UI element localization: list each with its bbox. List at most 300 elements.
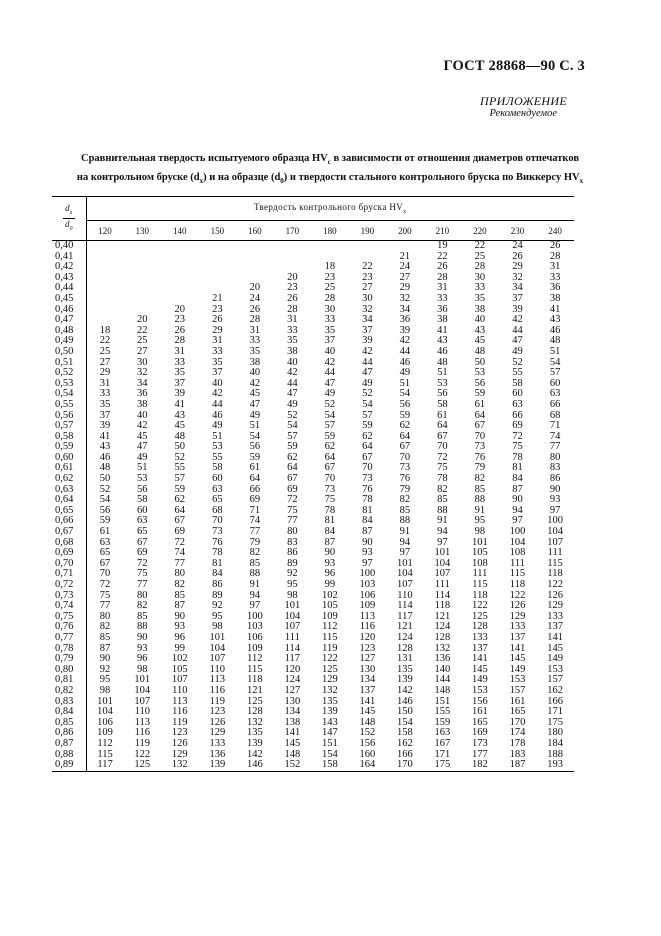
hardness-cell: 23 <box>362 271 373 283</box>
hardness-cell: 163 <box>434 727 451 739</box>
hardness-cell: 116 <box>359 621 376 633</box>
table-row <box>52 506 574 517</box>
hardness-cell: 141 <box>509 642 526 654</box>
hardness-cell: 48 <box>474 345 486 357</box>
hardness-cell: 110 <box>134 706 150 718</box>
hardness-cell: 35 <box>174 367 186 379</box>
hardness-cell: 125 <box>321 663 338 675</box>
column-group-header: Твердость контрольного бруска $HV_x$ <box>86 197 574 221</box>
hardness-cell: 84 <box>512 473 523 485</box>
hardness-cell: 80 <box>99 610 111 622</box>
hardness-cell: 137 <box>472 642 488 654</box>
hardness-cell: 150 <box>397 706 413 718</box>
hardness-cell <box>161 262 199 273</box>
ratio-cell: 0,47 <box>52 315 86 326</box>
hardness-cell: 91 <box>399 526 411 538</box>
hardness-cell: 74 <box>549 430 561 442</box>
hardness-cell: 133 <box>472 631 488 643</box>
hardness-cell: 82 <box>137 600 148 612</box>
hardness-cell: 30 <box>474 271 486 283</box>
hardness-cell: 87 <box>362 526 373 538</box>
standard-header: ГОСТ 28868—90 С. 3 <box>443 58 585 74</box>
hardness-cell: 53 <box>137 473 148 485</box>
hardness-cell: 35 <box>287 335 298 347</box>
table-title-line2: на контрольном бруске $(d_x)$ и на образце $(d_0)$ и твердости стального контрольного бруска по Виккерсу $HV_x$ <box>76 172 584 186</box>
hardness-cell: 42 <box>249 377 261 389</box>
hardness-cell <box>386 241 424 252</box>
hardness-cell: 82 <box>399 494 411 506</box>
column-header: 220 <box>461 221 499 241</box>
hardness-cell: 36 <box>437 303 448 315</box>
hardness-cell: 130 <box>284 695 301 707</box>
hardness-cell: 34 <box>137 377 148 389</box>
hardness-cell: 68 <box>212 504 223 516</box>
hardness-cell: 99 <box>324 579 336 590</box>
hardness-cell: 47 <box>324 377 336 389</box>
table-row <box>52 442 574 453</box>
hardness-cell: 38 <box>474 303 486 315</box>
hardness-cell: 54 <box>99 494 111 506</box>
hardness-cell: 138 <box>284 716 301 728</box>
hardness-cell: 94 <box>399 536 411 548</box>
hardness-cell: 27 <box>99 356 111 368</box>
hardness-cell: 26 <box>437 261 448 273</box>
hardness-cell: 107 <box>209 653 226 665</box>
hardness-cell: 80 <box>287 526 298 538</box>
hardness-cell: 33 <box>474 282 486 294</box>
hardness-cell: 86 <box>287 547 298 559</box>
hardness-cell: 46 <box>549 324 561 336</box>
hardness-cell: 117 <box>284 653 301 665</box>
hardness-cell: 41 <box>99 430 111 442</box>
hardness-cell: 56 <box>99 504 111 516</box>
hardness-cell: 75 <box>99 589 111 601</box>
hardness-cell: 39 <box>174 388 186 400</box>
hardness-cell: 49 <box>512 345 523 357</box>
hardness-cell: 20 <box>137 314 148 326</box>
hardness-cell: 67 <box>287 473 298 485</box>
hardness-cell: 22 <box>99 335 111 347</box>
hardness-cell: 73 <box>212 526 223 538</box>
hardness-cell: 89 <box>212 589 223 601</box>
hardness-cell: 47 <box>362 367 373 379</box>
hardness-cell: 115 <box>509 568 526 580</box>
hardness-cell: 49 <box>212 420 223 432</box>
hardness-cell: 81 <box>362 504 373 516</box>
hardness-cell: 100 <box>359 568 376 580</box>
hardness-cell: 92 <box>212 600 223 612</box>
ratio-cell: 0,86 <box>52 728 86 739</box>
hardness-cell: 70 <box>362 462 373 474</box>
hardness-cell: 54 <box>324 409 336 421</box>
hardness-cell: 178 <box>509 737 526 749</box>
ratio-cell: 0,56 <box>52 411 86 422</box>
hardness-cell: 51 <box>249 420 261 432</box>
hardness-cell: 182 <box>461 760 499 771</box>
hardness-cell: 101 <box>434 547 451 559</box>
hardness-cell: 99 <box>174 642 186 654</box>
hardness-cell: 170 <box>509 716 526 728</box>
hardness-cell: 105 <box>472 547 488 559</box>
hardness-cell: 79 <box>474 462 486 474</box>
hardness-cell: 128 <box>434 631 451 643</box>
hardness-cell: 45 <box>474 335 486 347</box>
hardness-cell: 95 <box>99 674 111 686</box>
hardness-cell: 41 <box>437 324 448 336</box>
hardness-cell: 20 <box>287 271 298 283</box>
hardness-cell: 33 <box>99 388 111 400</box>
hardness-cell: 142 <box>397 684 413 696</box>
hardness-cell: 36 <box>137 388 148 400</box>
hardness-cell: 76 <box>474 451 486 463</box>
hardness-cell <box>161 252 199 263</box>
ratio-cell: 0,76 <box>52 622 86 633</box>
hardness-cell: 63 <box>137 515 148 527</box>
hardness-cell: 134 <box>359 674 376 686</box>
hardness-cell: 78 <box>212 547 223 559</box>
hardness-cell: 94 <box>437 526 448 538</box>
hardness-cell: 61 <box>249 462 261 474</box>
column-header: 130 <box>124 221 162 241</box>
ratio-cell: 0,60 <box>52 453 86 464</box>
hardness-cell: 25 <box>324 282 336 294</box>
hardness-cell: 18 <box>99 324 111 336</box>
hardness-cell: 55 <box>212 451 223 463</box>
hardness-cell: 153 <box>472 684 488 696</box>
hardness-cell <box>274 241 312 252</box>
hardness-cell: 149 <box>547 653 563 665</box>
hardness-cell: 63 <box>549 388 561 400</box>
hardness-cell: 72 <box>287 494 298 506</box>
hardness-cell: 161 <box>472 706 488 718</box>
hardness-cell: 70 <box>99 568 111 580</box>
hardness-cell <box>236 262 274 273</box>
hardness-cell: 167 <box>434 737 451 749</box>
table-row <box>52 400 574 411</box>
table-row <box>52 326 574 337</box>
hardness-cell: 22 <box>362 261 373 273</box>
hardness-cell: 90 <box>99 653 111 665</box>
hardness-cell: 101 <box>134 674 151 686</box>
hardness-cell: 101 <box>284 600 301 612</box>
hardness-cell: 126 <box>547 589 563 601</box>
hardness-cell: 96 <box>137 653 148 665</box>
hardness-cell: 33 <box>287 324 298 336</box>
hardness-cell: 193 <box>536 760 574 771</box>
hardness-cell: 112 <box>322 621 338 633</box>
hardness-cell: 59 <box>174 483 186 495</box>
hardness-cell: 128 <box>472 621 488 633</box>
hardness-cell: 97 <box>362 557 373 569</box>
hardness-cell: 81 <box>512 462 523 474</box>
table-row <box>52 644 574 655</box>
hardness-cell: 126 <box>171 737 188 749</box>
table-row <box>52 707 574 718</box>
hardness-cell: 59 <box>362 420 373 432</box>
table-row <box>52 750 574 761</box>
hardness-cell: 78 <box>324 504 336 516</box>
hardness-cell <box>124 294 162 305</box>
hardness-cell: 82 <box>174 579 186 590</box>
column-header: 200 <box>386 221 424 241</box>
hardness-cell: 164 <box>349 760 387 771</box>
hardness-cell: 57 <box>324 420 336 432</box>
hardness-cell: 62 <box>362 430 373 442</box>
hardness-cell: 58 <box>137 494 148 506</box>
hardness-cell: 146 <box>236 760 274 771</box>
column-header: 210 <box>424 221 462 241</box>
hardness-cell: 61 <box>99 526 111 538</box>
column-header: 160 <box>236 221 274 241</box>
hardness-cell: 132 <box>246 716 263 728</box>
hardness-cell: 54 <box>399 388 411 400</box>
hardness-cell: 166 <box>547 695 563 707</box>
hardness-cell: 105 <box>321 600 338 612</box>
hardness-cell: 47 <box>137 441 148 453</box>
hardness-cell: 55 <box>512 367 523 379</box>
hardness-cell: 117 <box>86 760 124 771</box>
hardness-cell: 130 <box>359 663 376 675</box>
hardness-cell: 149 <box>472 674 488 686</box>
hardness-cell: 137 <box>359 684 376 696</box>
hardness-cell: 84 <box>212 568 223 580</box>
hardness-cell: 31 <box>437 282 448 294</box>
hardness-cell: 93 <box>137 642 148 654</box>
hardness-cell: 67 <box>399 441 411 453</box>
hardness-cell: 76 <box>399 473 411 485</box>
hardness-cell: 25 <box>474 250 486 262</box>
hardness-cell: 87 <box>512 483 523 495</box>
hardness-cell: 85 <box>437 494 448 506</box>
hardness-cell <box>124 262 162 273</box>
hardness-cell: 119 <box>209 695 225 707</box>
hardness-cell: 83 <box>287 536 298 548</box>
hardness-cell: 28 <box>437 271 448 283</box>
hardness-cell: 87 <box>324 536 336 548</box>
hardness-cell: 29 <box>99 367 111 379</box>
hardness-cell: 29 <box>512 261 523 273</box>
hardness-cell: 77 <box>99 600 111 612</box>
hardness-cell: 142 <box>246 748 263 760</box>
hardness-cell: 65 <box>99 547 111 559</box>
hardness-cell: 26 <box>512 250 523 262</box>
hardness-cell: 90 <box>137 631 148 643</box>
hardness-cell: 49 <box>362 377 373 389</box>
hardness-cell: 28 <box>474 261 486 273</box>
ratio-cell: 0,68 <box>52 538 86 549</box>
hardness-cell: 140 <box>434 663 451 675</box>
hardness-cell <box>199 262 237 273</box>
ratio-cell: 0,71 <box>52 569 86 580</box>
hardness-cell: 24 <box>512 240 523 251</box>
hardness-cell: 23 <box>212 303 223 315</box>
ratio-cell: 0,59 <box>52 442 86 453</box>
hardness-cell: 154 <box>397 716 413 728</box>
table-row <box>52 453 574 464</box>
hardness-cell: 43 <box>437 335 448 347</box>
hardness-cell: 162 <box>547 684 563 696</box>
hardness-cell: 156 <box>359 737 376 749</box>
hardness-cell: 65 <box>212 494 223 506</box>
table-row <box>52 262 574 273</box>
hardness-cell: 85 <box>399 504 411 516</box>
hardness-cell: 92 <box>287 568 298 580</box>
hardness-cell: 72 <box>512 430 523 442</box>
hardness-cell: 64 <box>399 430 411 442</box>
hardness-cell: 35 <box>249 345 261 357</box>
hardness-cell: 125 <box>124 760 162 771</box>
hardness-cell: 67 <box>437 430 448 442</box>
hardness-cell: 38 <box>549 292 561 304</box>
table-row <box>52 379 574 390</box>
hardness-cell: 90 <box>549 483 561 495</box>
hardness-cell: 106 <box>97 716 113 728</box>
ratio-cell: 0,54 <box>52 389 86 400</box>
hardness-cell: 59 <box>474 388 486 400</box>
hardness-cell: 64 <box>437 420 448 432</box>
hardness-cell: 41 <box>549 303 561 315</box>
hardness-cell <box>86 283 124 294</box>
hardness-cell: 42 <box>324 356 336 368</box>
column-header: 120 <box>86 221 124 241</box>
hardness-cell: 123 <box>359 642 376 654</box>
hardness-cell: 88 <box>137 621 148 633</box>
hardness-cell: 31 <box>249 324 261 336</box>
table-row <box>52 411 574 422</box>
hardness-cell: 77 <box>174 557 186 569</box>
hardness-cell: 54 <box>287 420 298 432</box>
hardness-cell: 160 <box>359 748 376 760</box>
hardness-cell: 108 <box>472 557 488 569</box>
hardness-cell: 90 <box>362 536 373 548</box>
hardness-cell: 73 <box>474 441 486 453</box>
table-row <box>52 516 574 527</box>
hardness-cell: 165 <box>509 706 526 718</box>
hardness-cell: 47 <box>287 388 298 400</box>
hardness-cell: 119 <box>322 642 338 654</box>
hardness-cell: 137 <box>509 631 526 643</box>
table-row <box>52 389 574 400</box>
hardness-cell: 87 <box>174 600 186 612</box>
hardness-cell: 139 <box>397 674 413 686</box>
hardness-cell: 83 <box>549 462 561 474</box>
hardness-cell: 173 <box>472 737 488 749</box>
table-row <box>52 601 574 612</box>
hardness-cell: 100 <box>246 610 263 622</box>
hardness-cell: 120 <box>359 631 376 643</box>
hardness-cell: 49 <box>324 388 336 400</box>
hardness-cell: 57 <box>549 367 561 379</box>
hardness-cell: 95 <box>212 610 223 622</box>
hardness-cell: 107 <box>547 536 563 548</box>
hardness-cell: 40 <box>474 314 486 326</box>
hardness-cell: 105 <box>171 663 188 675</box>
table-row <box>52 739 574 750</box>
table-row <box>52 294 574 305</box>
hardness-cell: 41 <box>174 398 186 410</box>
hardness-cell: 70 <box>437 441 448 453</box>
hardness-cell: 32 <box>399 292 411 304</box>
hardness-cell: 139 <box>199 760 237 771</box>
hardness-cell: 115 <box>247 663 263 675</box>
hardness-cell: 63 <box>99 536 111 548</box>
hardness-cell: 118 <box>547 568 563 580</box>
hardness-cell: 107 <box>397 579 413 590</box>
hardness-cell: 26 <box>212 314 223 326</box>
hardness-cell: 37 <box>99 409 111 421</box>
hardness-cell: 59 <box>249 451 261 463</box>
hardness-cell: 77 <box>549 441 561 453</box>
hardness-cell: 75 <box>512 441 523 453</box>
hardness-cell: 40 <box>287 356 298 368</box>
recommended-label: Рекомендуемое <box>489 108 557 119</box>
hardness-cell: 111 <box>284 631 300 643</box>
hardness-cell: 26 <box>174 324 186 336</box>
hardness-cell: 78 <box>437 473 448 485</box>
hardness-cell: 126 <box>209 716 226 728</box>
hardness-cell: 35 <box>212 356 223 368</box>
ratio-cell: 0,62 <box>52 474 86 485</box>
hardness-cell: 115 <box>472 579 488 590</box>
hardness-cell: 49 <box>249 409 261 421</box>
hardness-cell: 128 <box>397 642 413 654</box>
table-row <box>52 654 574 665</box>
hardness-cell: 48 <box>174 430 186 442</box>
hardness-cell: 44 <box>512 324 523 336</box>
hardness-cell: 88 <box>399 515 411 527</box>
hardness-cell: 145 <box>284 737 301 749</box>
hardness-cell: 63 <box>512 398 523 410</box>
table-row <box>52 538 574 549</box>
ratio-cell: 0,78 <box>52 644 86 655</box>
hardness-cell <box>199 241 237 252</box>
hardness-cell <box>161 273 199 284</box>
table-row <box>52 580 574 591</box>
hardness-cell <box>236 252 274 263</box>
hardness-cell: 98 <box>137 663 148 675</box>
hardness-cell: 54 <box>249 430 261 442</box>
hardness-cell: 104 <box>434 557 451 569</box>
hardness-cell: 64 <box>324 451 336 463</box>
ratio-cell: 0,63 <box>52 485 86 496</box>
hardness-cell: 62 <box>324 441 336 453</box>
hardness-cell: 37 <box>174 377 186 389</box>
hardness-cell: 73 <box>324 483 336 495</box>
hardness-cell: 94 <box>512 504 523 516</box>
hardness-cell: 71 <box>249 504 261 516</box>
hardness-cell: 66 <box>512 409 523 421</box>
hardness-cell: 66 <box>249 483 261 495</box>
hardness-cell: 111 <box>434 579 450 590</box>
table-row <box>52 421 574 432</box>
hardness-cell: 40 <box>137 409 148 421</box>
hardness-cell: 65 <box>137 526 148 538</box>
hardness-cell: 103 <box>359 579 376 590</box>
hardness-cell: 39 <box>399 324 411 336</box>
ratio-cell: 0,48 <box>52 326 86 337</box>
ratio-cell: 0,83 <box>52 697 86 708</box>
hardness-cell: 91 <box>437 515 448 527</box>
hardness-cell: 85 <box>249 557 261 569</box>
hardness-cell: 136 <box>434 653 451 665</box>
hardness-cell: 59 <box>399 409 411 421</box>
hardness-cell: 171 <box>434 748 451 760</box>
hardness-cell: 85 <box>474 483 486 495</box>
hardness-cell: 110 <box>172 684 188 696</box>
hardness-cell: 64 <box>474 409 486 421</box>
hardness-cell: 139 <box>321 706 338 718</box>
hardness-cell: 82 <box>474 473 486 485</box>
